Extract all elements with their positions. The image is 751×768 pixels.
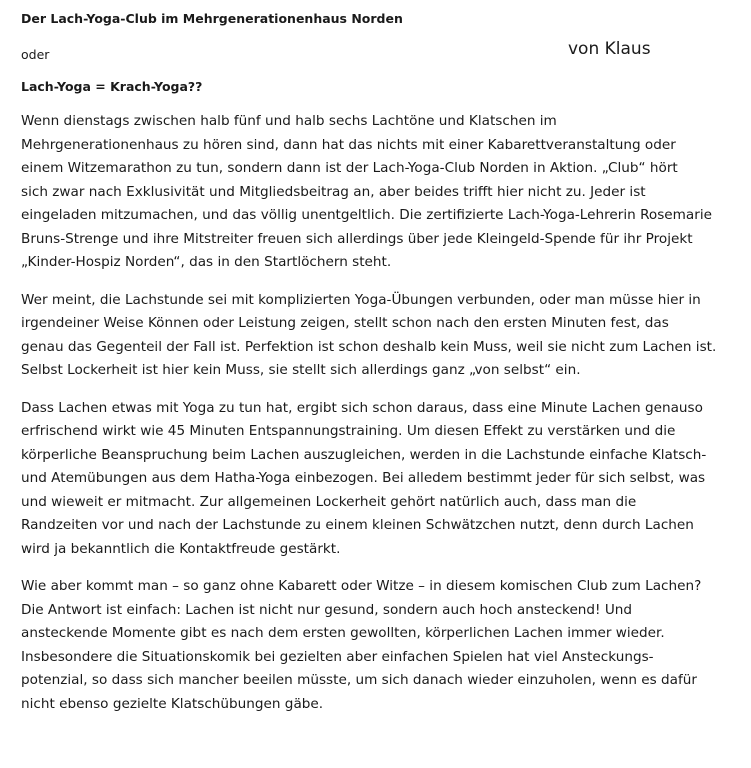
author-byline: von Klaus <box>568 39 651 59</box>
document-title: Der Lach-Yoga-Club im Mehrgenerationenhaus Norden <box>21 11 403 26</box>
oder-row <box>21 38 737 66</box>
paragraph-line: Selbst Lockerheit ist hier kein Muss, sie stellt sich allerdings ganz „von selbst“ ein. <box>21 362 581 378</box>
paragraph-line: ansteckende Momente gibt es nach dem ersten gewollten, körperlichen Lachen immer wieder. <box>21 625 665 641</box>
paragraph-line: Wenn dienstags zwischen halb fünf und halb sechs Lachtöne und Klatschen im <box>21 113 557 129</box>
paragraph-line: einem Witzemarathon zu tun, sondern dann ist der Lach-Yoga-Club Norden in Aktion. „Club“ hört <box>21 160 678 176</box>
paragraph-2 <box>21 289 737 383</box>
paragraph-line: Randzeiten vor und nach der Lachstunde zu einem kleinen Schwätzchen nutzt, denn durch Lachen <box>21 517 694 533</box>
paragraph-line: Mehrgenerationenhaus zu hören sind, dann hat das nichts mit einer Kabarettveranstaltung oder <box>21 136 676 153</box>
paragraph-line: Dass Lachen etwas mit Yoga zu tun hat, ergibt sich schon daraus, dass eine Minute Lachen genauso <box>21 399 703 416</box>
oder-text: oder <box>21 47 50 62</box>
paragraph-line: Wie aber kommt man – so ganz ohne Kabarett oder Witze – in diesem komischen Club zum Lachen? <box>21 578 702 594</box>
paragraph-line: Bruns-Strenge und ihre Mitstreiter freuen sich allerdings über jede Kleingeld-Spende für ihr Projekt <box>21 230 693 247</box>
paragraph-line: wird ja bekanntlich die Kontaktfreude gestärkt. <box>21 540 341 557</box>
paragraph-line: erfrischend wirkt wie 45 Minuten Entspannungstraining. Um diesen Effekt zu verstärken und die <box>21 423 676 439</box>
paragraph-3 <box>21 397 737 562</box>
paragraph-line: eingeladen mitzumachen, und das völlig unentgeltlich. Die zertifizierte Lach-Yoga-Lehrerin Rosemarie <box>21 207 712 223</box>
paragraph-line: körperliche Beanspruchung beim Lachen auszugleichen, werden in die Lachstunde einfache Klatsch- <box>21 446 707 463</box>
paragraph-line: und wieweit er mitmacht. Zur allgemeinen Lockerheit gehört natürlich auch, dass man die <box>21 493 637 510</box>
paragraph-4 <box>21 575 737 716</box>
paragraph-line: Die Antwort ist einfach: Lachen ist nicht nur gesund, sondern auch hoch ansteckend! Und <box>21 601 633 618</box>
paragraph-line: und Atemübungen aus dem Hatha-Yoga einbezogen. Bei alledem bestimmt jeder für sich selbst, was <box>21 470 706 486</box>
paragraph-line: sich zwar nach Exklusivität und Mitgliedsbeitrag an, aber beides trifft hier nicht zu. Jeder ist <box>21 183 646 200</box>
paragraph-1 <box>21 110 737 275</box>
paragraph-line: potenzial, so dass sich mancher beeilen müsste, um sich danach wieder einzuholen, wenn es dafür <box>21 672 697 688</box>
paragraph-line: irgendeiner Weise Können oder Leistung zeigen, stellt schon nach den ersten Minuten fest, das <box>21 315 669 331</box>
paragraph-line: Wer meint, die Lachstunde sei mit komplizierten Yoga-Übungen verbunden, oder man müsse hier in <box>21 291 701 308</box>
paragraph-line: nicht ebenso gezielte Klatschübungen gäbe. <box>21 695 324 712</box>
paragraph-line: „Kinder-Hospiz Norden“, das in den Startlöchern steht. <box>21 254 392 270</box>
paragraph-line: Insbesondere die Situationskomik bei gezielten aber einfachen Spielen hat viel Ansteckungs- <box>21 648 654 665</box>
paragraph-line: genau das Gegenteil der Fall ist. Perfektion ist schon deshalb kein Muss, weil sie nicht zum Lachen ist. <box>21 338 717 355</box>
document-subtitle: Lach-Yoga = Krach-Yoga?? <box>21 79 203 94</box>
